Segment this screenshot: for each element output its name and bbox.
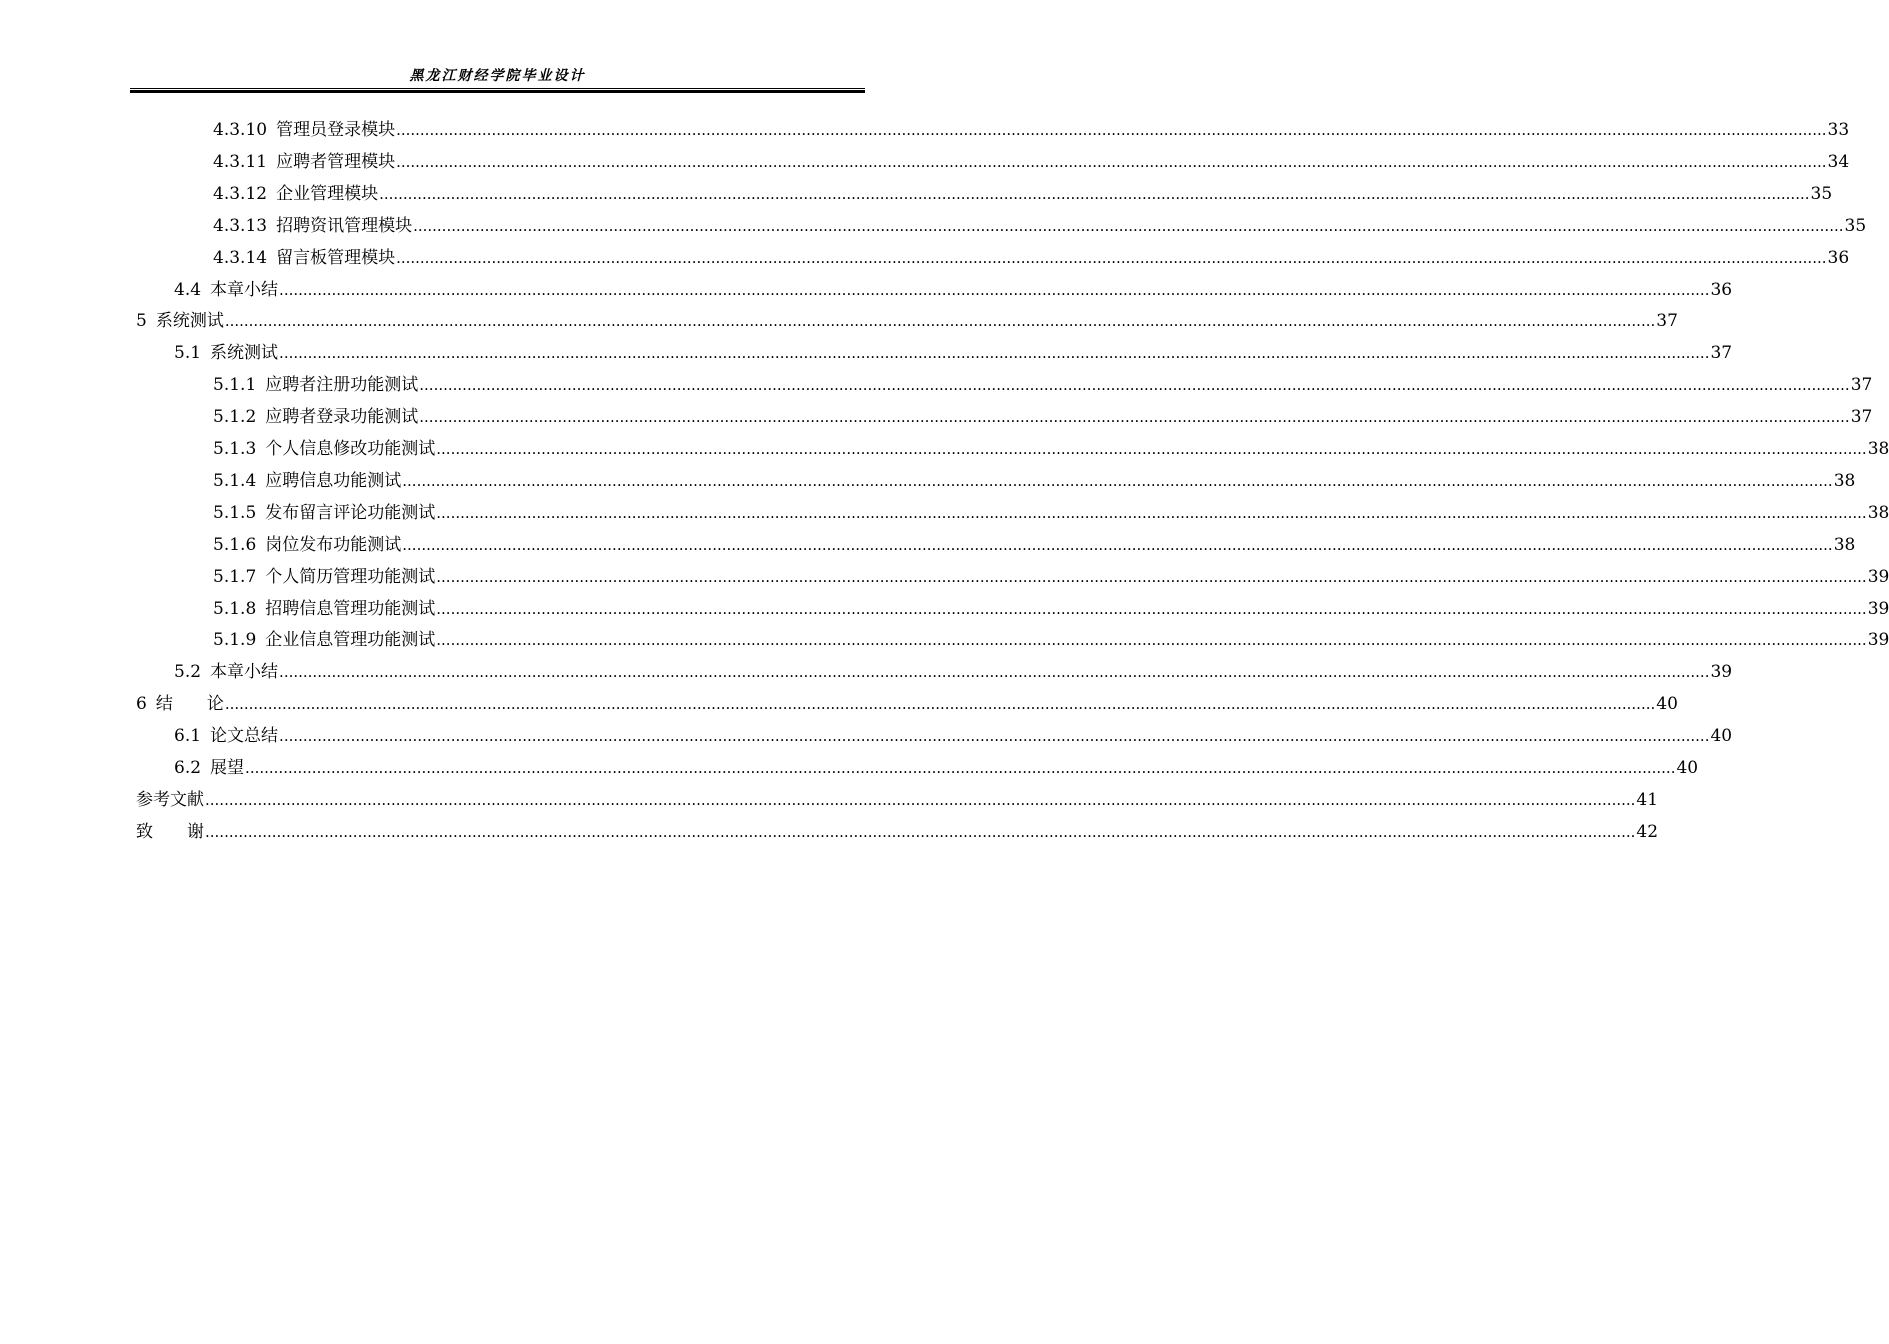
toc-leader-dots: ............................................................................................................................................................................................................................................................................................................: [419, 408, 1850, 427]
toc-entry-title: 留言板管理模块: [276, 247, 396, 268]
header-rule-thin: [130, 88, 865, 89]
toc-entry-number: 5.1.6: [213, 534, 257, 555]
toc-entry: [213, 369, 1873, 401]
toc-entry-number: 6.1: [174, 726, 202, 747]
toc-entry: [213, 529, 1856, 561]
toc-entry-title: 应聘信息功能测试: [265, 470, 402, 491]
toc-entry-title: 系统测试: [155, 311, 224, 332]
toc-entry-page: 42: [1636, 821, 1659, 842]
toc-entry-title: 岗位发布功能测试: [265, 534, 402, 555]
toc-entry-page: 40: [1676, 758, 1699, 778]
toc-entry-number: 5.1.5: [213, 502, 257, 523]
toc-entry-page: 37: [1850, 375, 1873, 396]
toc-leader-dots: ............................................................................................................................................................................................................................................................................................................: [279, 280, 1710, 299]
toc-entry-page: 37: [1850, 407, 1873, 428]
toc-entry-page: 36: [1710, 279, 1733, 300]
toc-entry: [213, 433, 1889, 465]
toc-entry-number: 5.1.4: [213, 470, 257, 491]
toc-entry: [213, 593, 1889, 625]
toc-entry-number: 4.3.14: [213, 247, 268, 268]
toc-leader-dots: ............................................................................................................................................................................................................................................................................................................: [413, 216, 1844, 235]
toc-entry-title: 招聘信息管理功能测试: [265, 598, 436, 619]
toc-leader-dots: ............................................................................................................................................................................................................................................................................................................: [224, 695, 1656, 714]
toc-entry-page: 35: [1810, 183, 1833, 204]
toc-entry-title: 管理员登录模块: [276, 120, 396, 140]
toc-entry-title: 企业信息管理功能测试: [265, 630, 436, 651]
toc-entry-title: 个人信息修改功能测试: [265, 439, 436, 459]
toc-leader-dots: ............................................................................................................................................................................................................................................................................................................: [245, 759, 1676, 777]
toc-leader-dots: ............................................................................................................................................................................................................................................................................................................: [396, 121, 1827, 139]
toc-entry-page: 40: [1656, 694, 1678, 715]
toc-entry-number: 5.1.3: [213, 439, 257, 459]
toc-entry: [174, 720, 1733, 752]
toc-entry-title: 本章小结: [210, 279, 279, 300]
toc-leader-dots: ............................................................................................................................................................................................................................................................................................................: [205, 790, 1636, 809]
page-header-title: 黑龙江财经学院毕业设计: [409, 68, 586, 84]
toc-entry-number: 4.3.13: [213, 215, 268, 236]
toc-entry: [174, 656, 1733, 688]
toc-entry: [213, 465, 1856, 497]
toc-entry: [174, 274, 1733, 306]
header-rule-thick: [130, 90, 865, 93]
toc-leader-dots: ............................................................................................................................................................................................................................................................................................................: [205, 822, 1636, 841]
toc-entry-title: 本章小结: [210, 662, 279, 683]
toc-leader-dots: ............................................................................................................................................................................................................................................................................................................: [279, 727, 1710, 746]
toc-entry: [213, 624, 1889, 656]
toc-entry: [213, 210, 1867, 242]
toc-entry-title: 致 谢: [136, 821, 204, 842]
toc-entry-number: 5.1: [174, 343, 202, 364]
toc-leader-dots: ............................................................................................................................................................................................................................................................................................................: [436, 599, 1867, 618]
toc-entry: [213, 114, 1850, 146]
toc-leader-dots: ............................................................................................................................................................................................................................................................................................................: [396, 248, 1827, 267]
toc-entry-number: 5.2: [174, 662, 202, 683]
toc-entry-title: 发布留言评论功能测试: [265, 502, 436, 523]
toc-entry-title: 结 论: [155, 694, 224, 715]
toc-leader-dots: ............................................................................................................................................................................................................................................................................................................: [419, 376, 1850, 395]
toc-entry-page: 36: [1827, 247, 1850, 268]
toc-entry: [213, 497, 1889, 529]
toc-entry-title: 招聘资讯管理模块: [276, 215, 413, 236]
toc-entry-number: 4.4: [174, 279, 202, 300]
toc-entry-page: 37: [1710, 343, 1733, 364]
toc-entry: [213, 178, 1833, 210]
toc-leader-dots: ............................................................................................................................................................................................................................................................................................................: [396, 152, 1827, 171]
toc-leader-dots: ............................................................................................................................................................................................................................................................................................................: [279, 344, 1710, 363]
toc-entry-number: 5.1.7: [213, 566, 257, 587]
toc-entry-title: 个人简历管理功能测试: [265, 566, 436, 587]
toc-leader-dots: ............................................................................................................................................................................................................................................................................................................: [436, 503, 1867, 522]
toc-entry: [213, 561, 1889, 593]
toc-entry: [174, 752, 1699, 784]
toc-entry-title: 应聘者登录功能测试: [265, 407, 419, 428]
toc-entry-page: 39: [1710, 662, 1733, 683]
toc-entry-page: 38: [1867, 502, 1889, 523]
toc-leader-dots: ............................................................................................................................................................................................................................................................................................................: [379, 184, 1810, 203]
toc-entry-number: 5.1.1: [213, 375, 257, 396]
toc-entry-number: 4.3.10: [213, 120, 268, 140]
toc-leader-dots: ............................................................................................................................................................................................................................................................................................................: [224, 312, 1656, 331]
toc-entry-title: 应聘者注册功能测试: [265, 375, 419, 396]
toc-entry-page: 40: [1710, 726, 1733, 747]
toc-entry-page: 39: [1867, 630, 1889, 651]
toc-leader-dots: ............................................................................................................................................................................................................................................................................................................: [402, 535, 1833, 554]
toc-entry-number: 5.1.9: [213, 630, 257, 651]
toc-leader-dots: ............................................................................................................................................................................................................................................................................................................: [436, 567, 1867, 586]
toc-leader-dots: ............................................................................................................................................................................................................................................................................................................: [436, 631, 1867, 650]
toc-entry: [213, 146, 1850, 178]
toc-entry-title: 应聘者管理模块: [276, 151, 396, 172]
toc-entry-number: 6.2: [174, 758, 202, 778]
toc-entry-number: 5.1.8: [213, 598, 257, 619]
toc-entry-page: 41: [1636, 789, 1659, 810]
toc-entry-page: 37: [1656, 311, 1678, 332]
toc-entry-title: 系统测试: [210, 343, 279, 364]
toc-entry-number: 5.1.2: [213, 407, 257, 428]
toc-leader-dots: ............................................................................................................................................................................................................................................................................................................: [436, 440, 1867, 458]
toc-entry: [136, 784, 1659, 816]
toc-entry-page: 38: [1833, 470, 1856, 491]
toc-entry-page: 38: [1833, 534, 1856, 555]
toc-entry-title: 参考文献: [136, 789, 204, 810]
toc-entry-page: 39: [1867, 598, 1889, 619]
toc-entry-page: 33: [1827, 120, 1850, 140]
toc-entry-title: 论文总结: [210, 726, 279, 747]
toc-entry: [136, 305, 1678, 337]
toc-entry-number: 4.3.11: [213, 151, 268, 172]
toc-entry-page: 35: [1844, 215, 1867, 236]
toc-entry: [174, 337, 1733, 369]
toc-entry-title: 展望: [210, 758, 245, 778]
toc-entry-number: 6: [136, 694, 147, 715]
toc-entry-page: 39: [1867, 566, 1889, 587]
toc-entry-page: 38: [1867, 439, 1889, 459]
toc-leader-dots: ............................................................................................................................................................................................................................................................................................................: [402, 471, 1833, 490]
toc-entry: [213, 401, 1873, 433]
toc-entry: [213, 242, 1850, 274]
toc-entry-page: 34: [1827, 151, 1850, 172]
toc-entry-number: 5: [136, 311, 147, 332]
toc-entry-number: 4.3.12: [213, 183, 268, 204]
toc-entry: [136, 816, 1659, 848]
toc-entry-title: 企业管理模块: [276, 183, 379, 204]
toc-leader-dots: ............................................................................................................................................................................................................................................................................................................: [279, 663, 1710, 682]
toc-entry: [136, 688, 1678, 720]
